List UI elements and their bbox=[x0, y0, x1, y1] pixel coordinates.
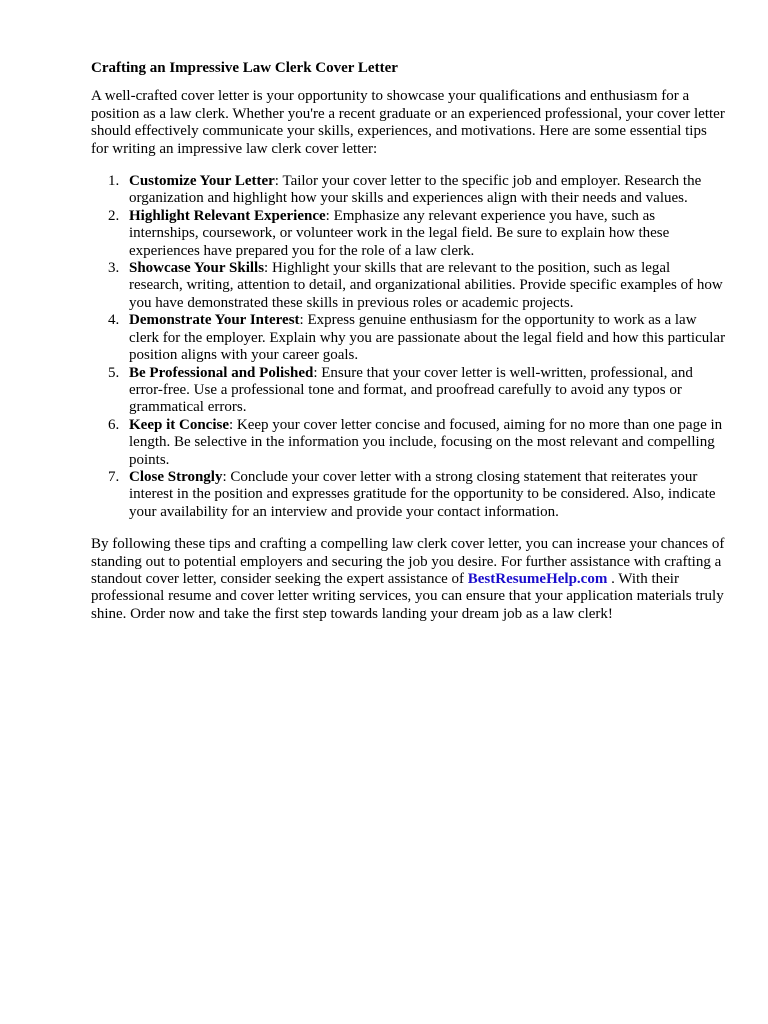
list-item-heading: Be Professional and Polished bbox=[129, 364, 314, 381]
list-item-body: Ensure that your cover letter is well-written, professional, and error-free. Use a professional tone and format, and proofread carefully to avoid any typos or grammatical errors. bbox=[129, 364, 693, 416]
list-item-separator: : bbox=[299, 312, 304, 329]
list-item-separator: : bbox=[264, 260, 269, 277]
list-item-heading: Close Strongly bbox=[129, 468, 223, 485]
list-item-number: 3. bbox=[108, 260, 120, 277]
list-item-body: Keep your cover letter concise and focused, aiming for no more than one page in length. Be selective in the information you include, focusing on the most relevant and compelling points. bbox=[129, 416, 723, 468]
list-item bbox=[108, 312, 727, 364]
document-title: Crafting an Impressive Law Clerk Cover Letter bbox=[91, 60, 398, 76]
list-item bbox=[108, 260, 727, 312]
tips-list bbox=[91, 173, 727, 521]
list-item-heading: Showcase Your Skills bbox=[129, 260, 265, 277]
list-item-heading: Highlight Relevant Experience bbox=[129, 207, 326, 224]
closing-text-before-link: By following these tips and crafting a compelling law clerk cover letter, you can increase your chances of standing out to potential employers and securing the job you desire. For further assistance with crafting a standout cover letter, consider seeking the expert assistance of bbox=[91, 536, 725, 587]
closing-text-after-link: . With their professional resume and cover letter writing services, you can ensure that your application materials truly shine. Order now and take the first step towards landing your dream job as a law clerk! bbox=[91, 570, 724, 622]
list-item bbox=[108, 364, 727, 417]
list-item bbox=[108, 207, 727, 260]
list-item-heading: Demonstrate Your Interest bbox=[129, 312, 300, 329]
list-item-body: Emphasize any relevant experience you have, such as internships, coursework, or volunteer work in the legal field. Be sure to explain how these experiences have prepared you for the role of a law clerk. bbox=[129, 207, 670, 259]
list-item-number: 5. bbox=[108, 364, 120, 381]
list-item-body: Conclude your cover letter with a strong closing statement that reiterates your interest in the position and expresses gratitude for the opportunity to be considered. Also, indicate your availability for an interview and provide your contact information. bbox=[129, 468, 716, 520]
list-item-body: Express genuine enthusiasm for the opportunity to work as a law clerk for the employer. Explain why you are passionate about the legal field and how this particular position aligns with your career goals. bbox=[129, 312, 726, 364]
list-item-separator: : bbox=[228, 416, 234, 433]
list-item bbox=[108, 416, 727, 469]
list-item-number: 1. bbox=[108, 173, 120, 190]
list-item-heading: Customize Your Letter bbox=[129, 173, 275, 190]
bestresumehelp-link[interactable]: BestResumeHelp.com bbox=[467, 570, 608, 587]
document-page bbox=[91, 60, 727, 623]
list-item-heading: Keep it Concise bbox=[129, 416, 229, 433]
list-item-separator: : bbox=[325, 207, 330, 224]
intro-paragraph: A well-crafted cover letter is your opportunity to showcase your qualifications and enthusiasm for a position as a law clerk. Whether you're a recent graduate or an experienced professional, your cover letter should effectively communicate your skills, experiences, and motivations. Here are some essential tips for writing an impressive law clerk cover letter: bbox=[91, 88, 725, 157]
list-item-number: 7. bbox=[108, 468, 120, 485]
list-item bbox=[108, 468, 727, 521]
list-item-number: 6. bbox=[108, 416, 120, 433]
list-item-body: Tailor your cover letter to the specific job and employer. Research the organization and highlight how your skills and experiences align with their needs and values. bbox=[129, 173, 702, 207]
list-item-separator: : bbox=[274, 173, 279, 190]
list-item-separator: : bbox=[313, 364, 318, 381]
list-item-body: Highlight your skills that are relevant to the position, such as legal research, writing, attention to detail, and organizational abilities. Provide specific examples of how you have demonstrated these skills in previous roles or academic projects. bbox=[129, 260, 723, 311]
list-item-separator: : bbox=[222, 468, 227, 485]
list-item-number: 2. bbox=[108, 207, 120, 224]
list-item bbox=[108, 173, 727, 208]
closing-paragraph bbox=[91, 536, 727, 623]
list-item-number: 4. bbox=[108, 312, 120, 329]
